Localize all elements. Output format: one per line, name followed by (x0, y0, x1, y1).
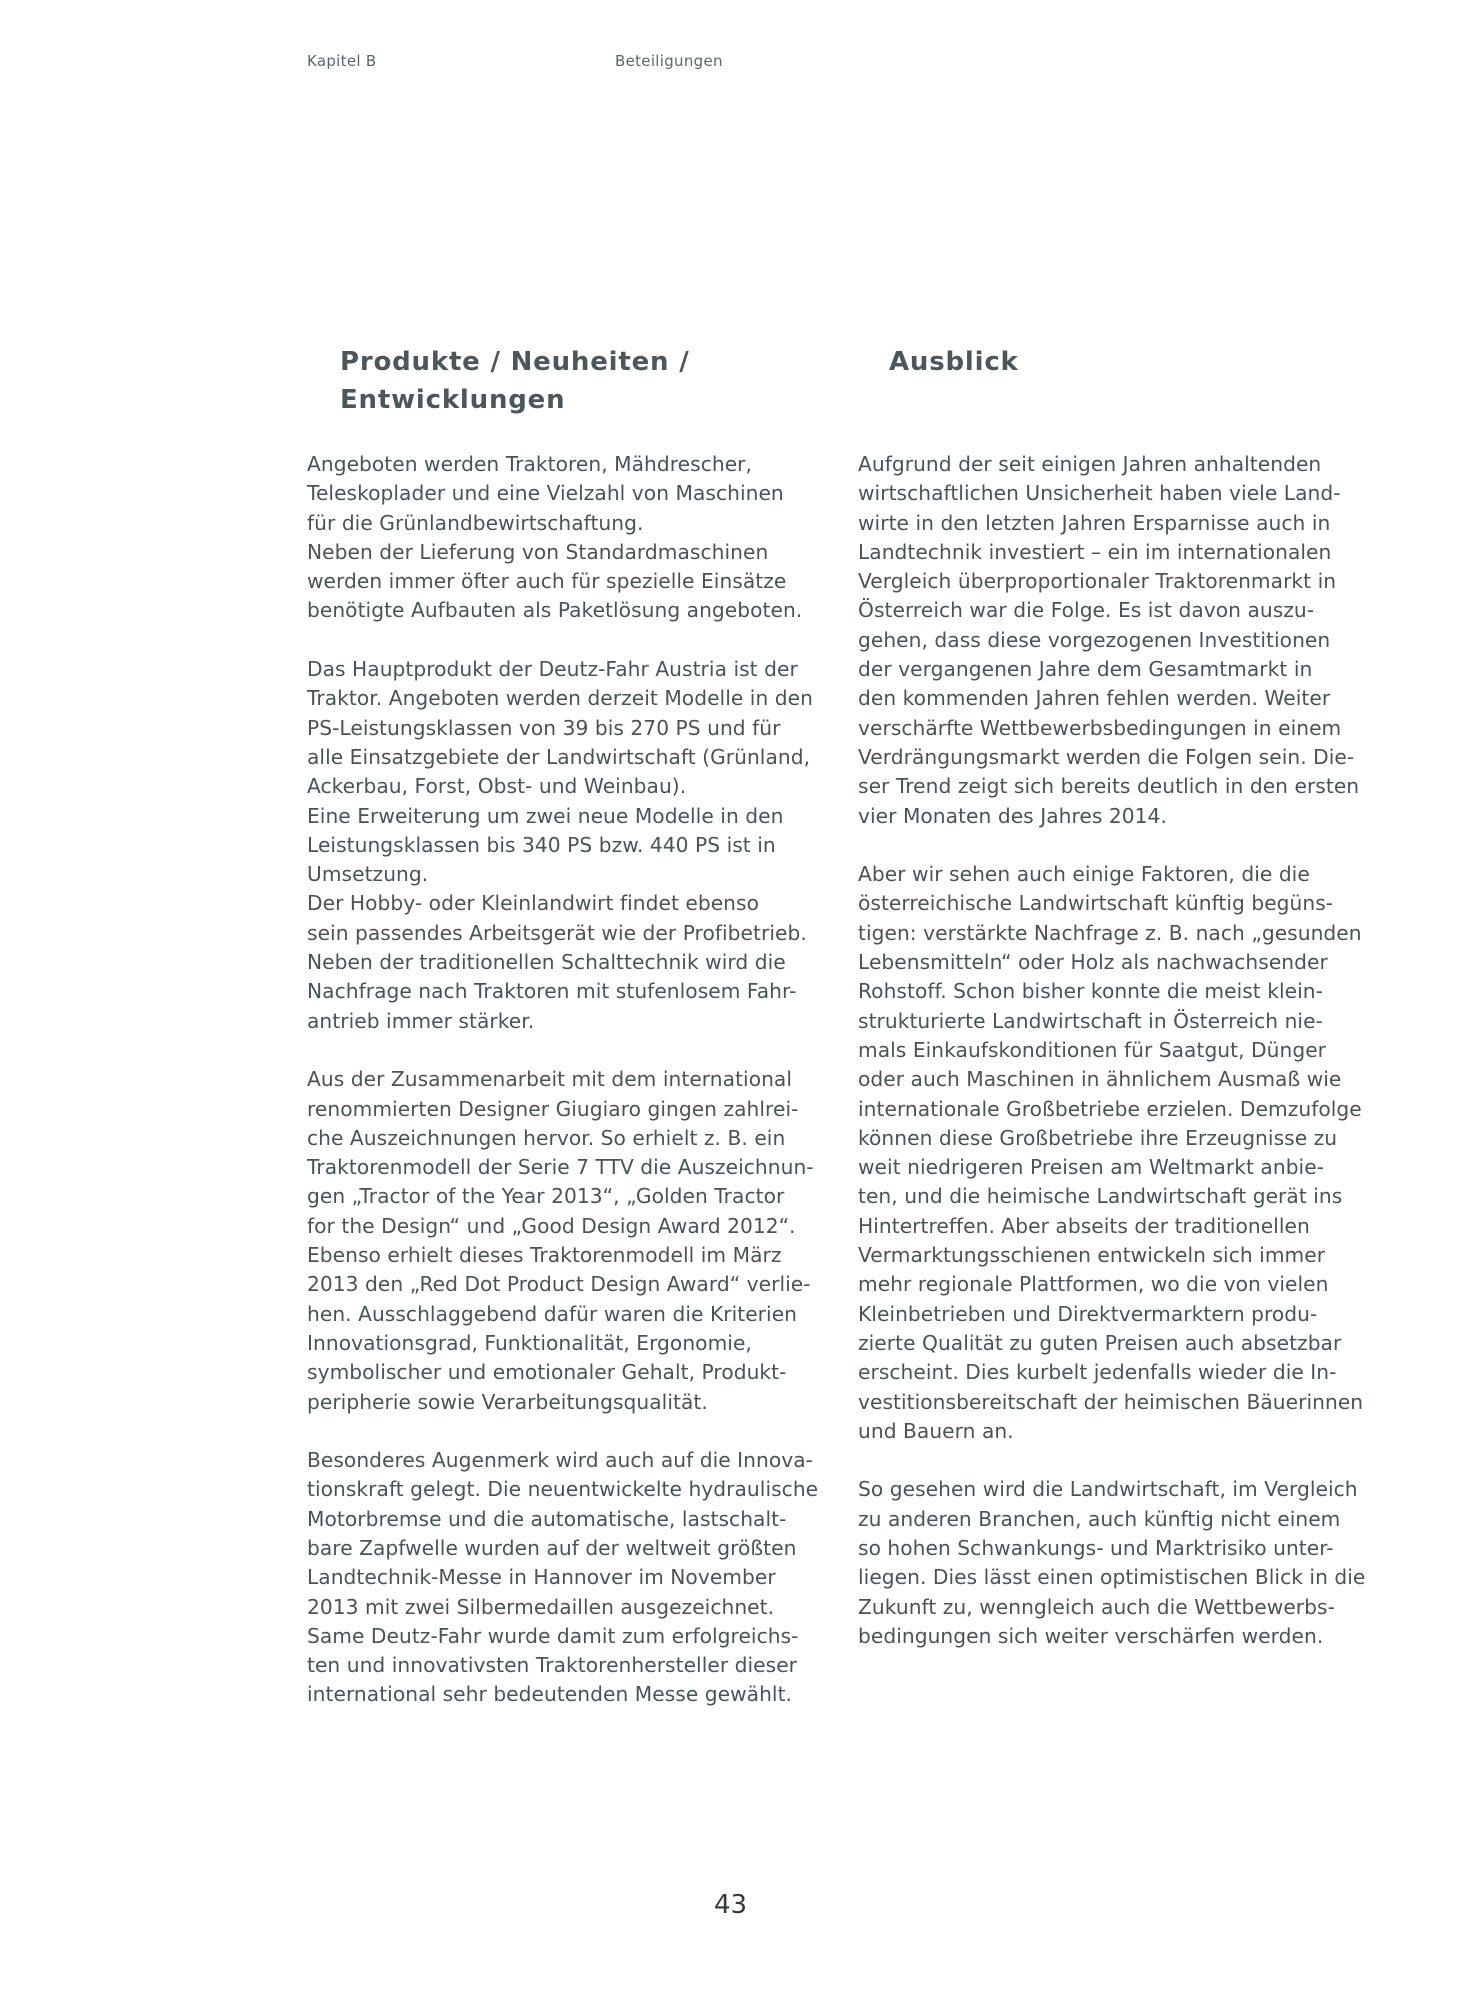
text-line: Aus der Zusammenarbeit mit dem international (307, 1067, 793, 1092)
heading-outlook (889, 343, 1019, 381)
text-line: Der Hobby- oder Kleinlandwirt findet ebenso (307, 891, 759, 916)
section-label: Beteiligungen (615, 52, 723, 70)
text-line: 2013 mit zwei Silbermedaillen ausgezeichnet. (307, 1594, 775, 1619)
text-line: Ebenso erhielt dieses Traktorenmodell im März (307, 1243, 782, 1268)
heading-products (340, 343, 760, 419)
text-line: vier Monaten des Jahres 2014. (858, 803, 1167, 828)
text-line: Aufgrund der seit einigen Jahren anhaltenden (858, 452, 1322, 476)
text-line: gehen, dass diese vorgezogenen Investitionen (858, 627, 1331, 652)
text-line: antrieb immer stärker. (307, 1008, 535, 1033)
text-line: Zukunft zu, wenngleich auch die Wettbewerbs- (858, 1594, 1335, 1619)
paragraph (307, 655, 827, 1036)
chapter-label: Kapitel B (307, 52, 377, 70)
text-line: hen. Ausschlaggebend dafür waren die Kriterien (307, 1301, 798, 1326)
text-line: symbolischer und emotionaler Gehalt, Produkt- (307, 1360, 787, 1385)
right-column-body (858, 450, 1378, 1680)
text-line: international sehr bedeutenden Messe gewählt. (307, 1682, 793, 1707)
text-line: der vergangenen Jahre dem Gesamtmarkt in (858, 657, 1313, 682)
text-line: Teleskoplader und eine Vielzahl von Maschinen (307, 481, 784, 506)
paragraph (307, 1065, 827, 1417)
text-line: 2013 den „Red Dot Product Design Award“ verlie- (307, 1272, 811, 1297)
text-line: for the Design“ und „Good Design Award 2012“. (307, 1213, 796, 1238)
text-line: strukturierte Landwirtschaft in Österreich nie- (858, 1008, 1323, 1033)
text-line: können diese Großbetriebe ihre Erzeugnisse zu (858, 1125, 1338, 1150)
text-line: Eine Erweiterung um zwei neue Modelle in den (307, 803, 784, 828)
text-line: österreichische Landwirtschaft künftig begüns- (858, 891, 1334, 916)
text-line: Verdrängungsmarkt werden die Folgen sein. Die- (858, 744, 1355, 769)
paragraph (858, 860, 1378, 1446)
paragraph (858, 1475, 1378, 1651)
text-line: benötigte Aufbauten als Paketlösung angeboten. (307, 598, 803, 623)
text-line: Ackerbau, Forst, Obst- und Weinbau). (307, 774, 687, 799)
text-line: gen „Tractor of the Year 2013“, „Golden Tractor (307, 1184, 785, 1209)
text-line: alle Einsatzgebiete der Landwirtschaft (Grünland, (307, 744, 811, 769)
text-line: Vergleich überproportionaler Traktorenmarkt in (858, 569, 1337, 594)
text-line: weit niedrigeren Preisen am Weltmarkt anbie- (858, 1155, 1325, 1180)
text-line: sein passendes Arbeitsgerät wie der Profibetrieb. (307, 920, 807, 945)
text-line: vestitionsbereitschaft der heimischen Bäuerinnen (858, 1389, 1364, 1414)
text-line: Hintertreffen. Aber abseits der traditionellen (858, 1213, 1310, 1238)
text-line: zierte Qualität zu guten Preisen auch absetzbar (858, 1330, 1342, 1355)
text-line: so hohen Schwankungs- und Marktrisiko unter- (858, 1535, 1334, 1560)
text-line: Traktor. Angeboten werden derzeit Modelle in den (307, 686, 813, 711)
text-line: mals Einkaufskonditionen für Saatgut, Dünger (858, 1037, 1327, 1062)
text-line: Landtechnik-Messe in Hannover im November (307, 1565, 776, 1590)
text-line: Das Hauptprodukt der Deutz-Fahr Austria ist der (307, 657, 798, 682)
text-line: tigen: verstärkte Nachfrage z. B. nach „gesunden (858, 920, 1362, 945)
text-line: für die Grünlandbewirtschaftung. (307, 510, 644, 535)
text-line: oder auch Maschinen in ähnlichem Ausmaß wie (858, 1067, 1342, 1092)
paragraph (307, 450, 827, 626)
text-line: wirte in den letzten Jahren Ersparnisse auch in (858, 510, 1331, 535)
text-line: Besonderes Augenmerk wird auch auf die Innova- (307, 1448, 814, 1473)
text-line: Traktorenmodell der Serie 7 TTV die Auszeichnun- (307, 1155, 814, 1180)
text-line: bare Zapfwelle wurden auf der weltweit größten (307, 1535, 797, 1560)
text-line: che Auszeichnungen hervor. So erhielt z. B. ein (307, 1125, 786, 1150)
text-line: Leistungsklassen bis 340 PS bzw. 440 PS ist in (307, 832, 776, 857)
text-line: PS-Leistungsklassen von 39 bis 270 PS und für (307, 715, 781, 740)
paragraph (307, 1446, 827, 1710)
text-line: Österreich war die Folge. Es ist davon auszu- (858, 598, 1315, 623)
text-line: renommierten Designer Giugiaro gingen zahlrei- (307, 1096, 799, 1121)
text-line: Neben der traditionellen Schalttechnik wird die (307, 950, 786, 975)
heading-line: Produkte / Neuheiten / (340, 347, 690, 377)
text-line: Umsetzung. (307, 862, 429, 887)
text-line: Angeboten werden Traktoren, Mähdrescher, (307, 452, 752, 476)
text-line: Vermarktungsschienen entwickeln sich immer (858, 1243, 1326, 1268)
text-line: ten und innovativsten Traktorenhersteller dieser (307, 1653, 798, 1678)
text-line: liegen. Dies lässt einen optimistischen Blick in die (858, 1565, 1366, 1590)
page-number: 43 (713, 1890, 748, 1920)
text-line: Aber wir sehen auch einige Faktoren, die die (858, 862, 1310, 887)
paragraph (858, 450, 1378, 831)
text-line: tionskraft gelegt. Die neuentwickelte hydraulische (307, 1477, 819, 1502)
text-line: ser Trend zeigt sich bereits deutlich in den ersten (858, 774, 1360, 799)
heading-line: Entwicklungen (340, 385, 566, 415)
text-line: Nachfrage nach Traktoren mit stufenlosem Fahr- (307, 979, 797, 1004)
text-line: internationale Großbetriebe erzielen. Demzufolge (858, 1096, 1362, 1121)
text-line: Landtechnik investiert – ein im internationalen (858, 539, 1332, 564)
text-line: Rohstoff. Schon bisher konnte die meist klein- (858, 979, 1323, 1004)
text-line: wirtschaftlichen Unsicherheit haben viele Land- (858, 481, 1341, 506)
text-line: zu anderen Branchen, auch künftig nicht einem (858, 1506, 1341, 1531)
text-line: und Bauern an. (858, 1418, 1014, 1443)
text-line: erscheint. Dies kurbelt jedenfalls wieder die In- (858, 1360, 1337, 1385)
text-line: werden immer öfter auch für spezielle Einsätze (307, 569, 787, 594)
text-line: Innovationsgrad, Funktionalität, Ergonomie, (307, 1330, 752, 1355)
text-line: den kommenden Jahren fehlen werden. Weiter (858, 686, 1331, 711)
text-line: Lebensmitteln“ oder Holz als nachwachsender (858, 950, 1328, 975)
text-line: peripherie sowie Verarbeitungsqualität. (307, 1389, 708, 1414)
text-line: mehr regionale Plattformen, wo die von vielen (858, 1272, 1329, 1297)
heading-line: Ausblick (889, 347, 1019, 377)
text-line: Neben der Lieferung von Standardmaschinen (307, 539, 769, 564)
text-line: bedingungen sich weiter verschärfen werden. (858, 1623, 1324, 1648)
left-column-body (307, 450, 827, 1739)
text-line: Kleinbetrieben und Direktvermarktern produ- (858, 1301, 1318, 1326)
text-line: Same Deutz-Fahr wurde damit zum erfolgreichs- (307, 1623, 799, 1648)
text-line: So gesehen wird die Landwirtschaft, im Vergleich (858, 1477, 1358, 1502)
text-line: Motorbremse und die automatische, lastschalt- (307, 1506, 787, 1531)
text-line: verschärfte Wettbewerbsbedingungen in einem (858, 715, 1342, 740)
text-line: ten, und die heimische Landwirtschaft gerät ins (858, 1184, 1343, 1209)
